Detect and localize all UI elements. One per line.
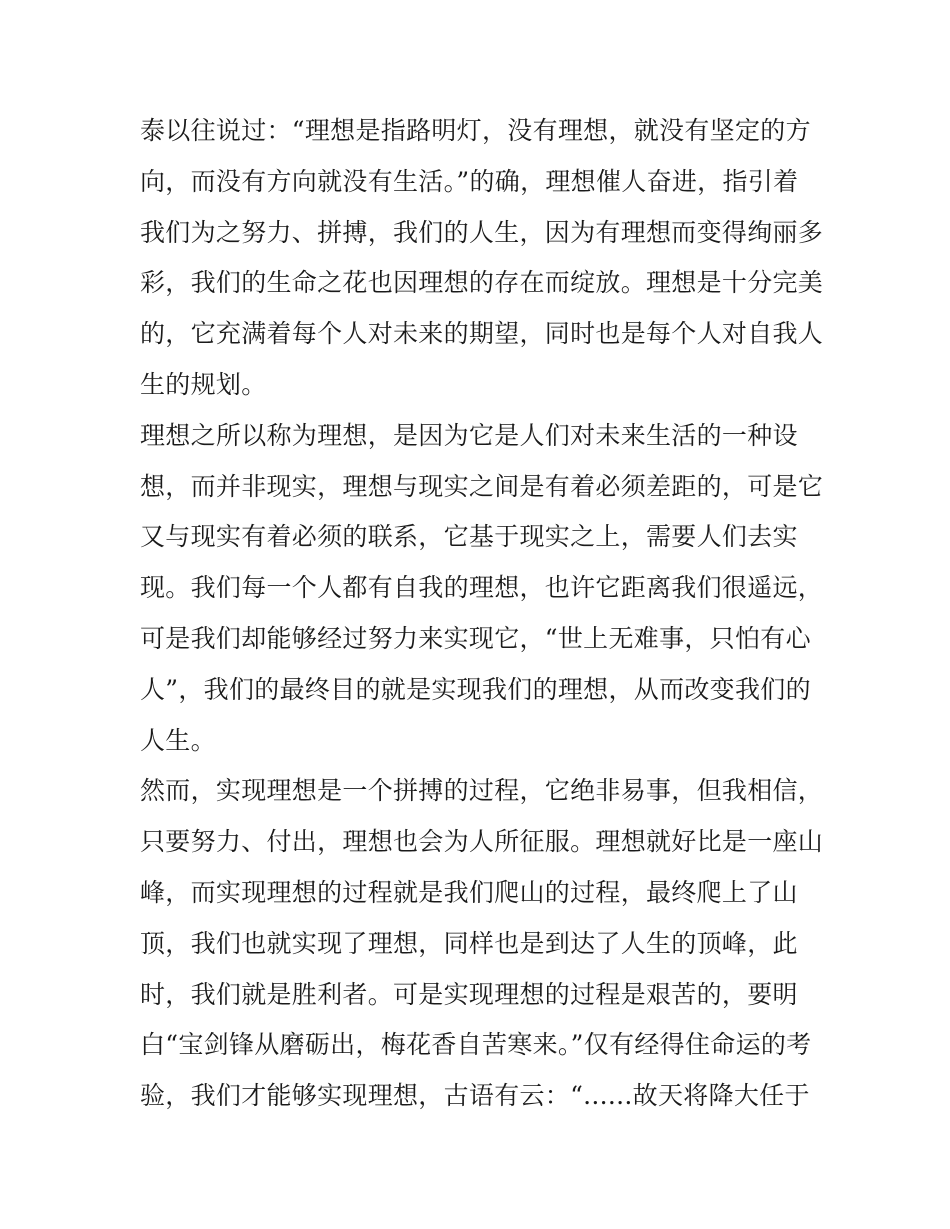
text-line: 可是我们却能够经过努力来实现它，“世上无难事，只怕有心 [140,623,811,653]
text-line: 我们为之努力、拼搏，我们的人生，因为有理想而变得绚丽多 [140,217,824,247]
text-line: 验，我们才能够实现理想，古语有云：“......故天将降大任于 [140,1081,810,1111]
body-text [140,106,824,1122]
text-line: 又与现实有着必须的联系，它基于现实之上，需要人们去实 [140,522,798,552]
text-line: 人生。 [140,725,216,755]
text-line: 的，它充满着每个人对未来的期望，同时也是每个人对自我人 [140,319,824,349]
text-line: 然而，实现理想是一个拼搏的过程，它绝非易事，但我相信， [140,776,824,806]
text-line: 时，我们就是胜利者。可是实现理想的过程是艰苦的，要明 [140,979,798,1009]
text-line: 想，而并非现实，理想与现实之间是有着必须差距的，可是它 [140,471,824,501]
text-line: 生的规划。 [140,369,267,399]
text-line: 只要努力、付出，理想也会为人所征服。理想就好比是一座山 [140,827,824,857]
text-line: 理想之所以称为理想，是因为它是人们对未来生活的一种设 [140,420,798,450]
text-line: 向，而没有方向就没有生活。”的确，理想催人奋进，指引着 [140,166,799,196]
text-line: 峰，而实现理想的过程就是我们爬山的过程，最终爬上了山 [140,877,798,907]
text-line: 彩，我们的生命之花也因理想的存在而绽放。理想是十分完美 [140,268,824,298]
text-line: 顶，我们也就实现了理想，同样也是到达了人生的顶峰，此 [140,928,798,958]
text-line: 泰以往说过：“理想是指路明灯，没有理想，就没有坚定的方 [140,116,811,145]
text-line: 现。我们每一个人都有自我的理想，也许它距离我们很遥远， [140,573,824,603]
text-line: 人”，我们的最终目的就是实现我们的理想，从而改变我们的 [140,674,811,704]
text-line: 白“宝剑锋从磨砺出，梅花香自苦寒来。”仅有经得住命运的考 [140,1030,812,1060]
